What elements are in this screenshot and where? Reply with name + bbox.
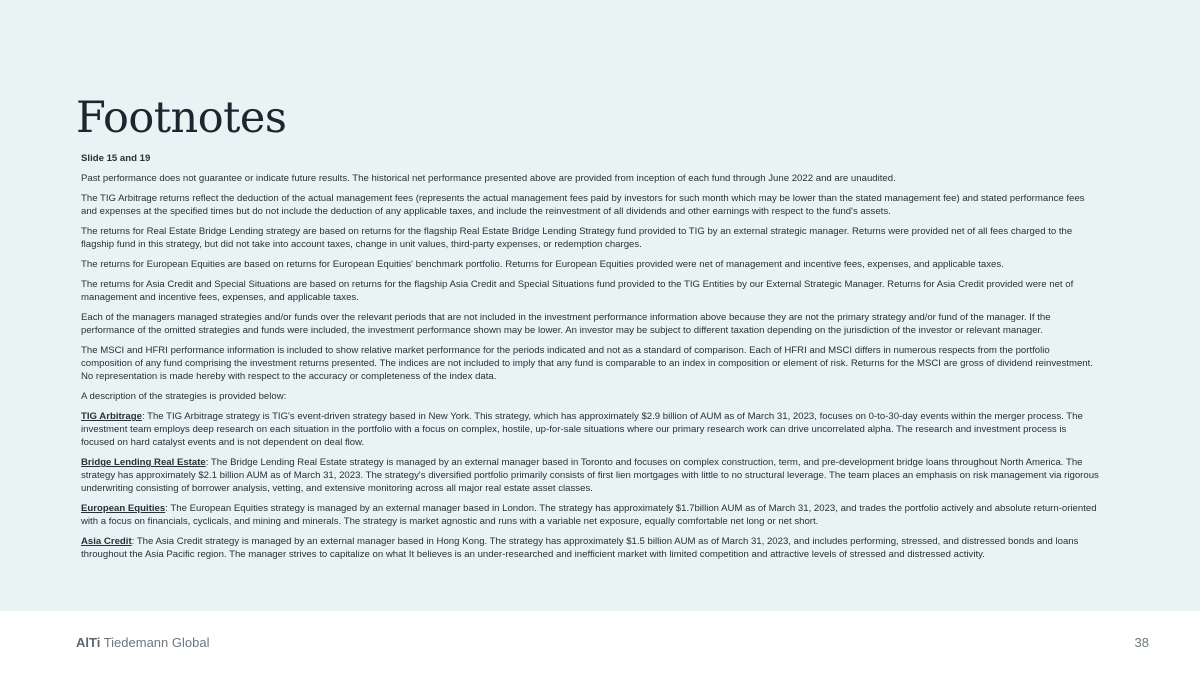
strategy-term: Bridge Lending Real Estate: [81, 457, 206, 469]
strategy-term: TIG Arbitrage: [81, 411, 142, 423]
paragraph: The MSCI and HFRI performance information is included to show relative market performance for the periods indicated and not as a standard of comparison. Each of HFRI and MSCI differs in numerous respects from the portfolio composition of any fund comprising the investment returns presented. The indices are not included to imply that any fund is comparable to an index in composition or element of risk. Returns for the MSCI are gross of dividend reinvestment. No representation is made hereby with respect to the accuracy or completeness of the index data.: [81, 345, 1093, 383]
brand-mark: AlTi: [76, 635, 101, 650]
section-heading: Slide 15 and 19: [81, 153, 151, 164]
brand-name: Tiedemann Global: [100, 635, 210, 650]
paragraph: The returns for Real Estate Bridge Lending strategy are based on returns for the flagship Real Estate Bridge Lending Strategy fund provided to TIG by an external strategic manager. Returns were provided net of all fees charged to the flagship fund in this strategy, but did not take into account taxes, change in unit values, third-party expenses, or redemption charges.: [81, 226, 1073, 251]
page-number: 38: [1134, 635, 1149, 650]
paragraph: The TIG Arbitrage returns reflect the deduction of the actual management fees (represents the actual management fees paid by investors for such month which may be lower than the stated management fee) and stated performance fees and expenses at the specified times but do not include the deduction of any applicable taxes, and include the reinvestment of all dividends and other earnings with respect to the fund's assets.: [81, 193, 1085, 218]
strategy-term: Asia Credit: [81, 536, 132, 548]
paragraph: The returns for Asia Credit and Special Situations are based on returns for the flagship Asia Credit and Special Situations fund provided to the TIG Entities by our External Strategic Manager. Returns for Asia Credit provided were net of management and incentive fees, expenses, and applicable taxes.: [81, 279, 1074, 304]
paragraph: A description of the strategies is provided below:: [81, 391, 287, 403]
paragraph: Past performance does not guarantee or indicate future results. The historical net performance presented above are provided from inception of each fund through June 2022 and are unaudited.: [81, 173, 896, 185]
strategy-text: : The European Equities strategy is managed by an external manager based in London. The strategy has approximately $1.7billion AUM as of March 31, 2023, and trades the portfolio actively and absolute return-oriented with a focus on financials, cyclicals, and mining and minerals. The strategy is market agnostic and runs with a variable net exposure, equally comfortable net long or net short.: [81, 503, 1097, 527]
strategy-description: [81, 536, 1101, 562]
strategy-text: : The TIG Arbitrage strategy is TIG's event-driven strategy based in New York. This strategy, which has approximately $2.9 billion of AUM as of March 31, 2023, focuses on 0-to-30-day events within the merger process. The investment team employs deep research on each situation in the portfolio with a focus on complex, hostile, up-for-sale situations where our primary research work can drive uncorrelated alpha. The research and investment process is focused on hard catalyst events and is not dependent on deal flow.: [81, 411, 1083, 449]
strategy-text: : The Bridge Lending Real Estate strategy is managed by an external manager based in Toronto and focuses on complex construction, term, and pre-development bridge loans throughout North America. The strategy has approximately $2.1 billion AUM as of March 31, 2023. The strategy's diversified portfolio primarily consists of first lien mortgages with little to no structural leverage. The team places an emphasis on risk management via rigorous underwriting consisting of borrower analysis, vetting, and extensive monitoring across all major real estate asset classes.: [81, 457, 1099, 494]
footer-brand: [76, 635, 209, 650]
strategy-description: [81, 503, 1101, 529]
paragraph: Each of the managers managed strategies and/or funds over the relevant periods that are not included in the investment performance information above because they are not the primary strategy and/or fund of the manager. If the performance of the omitted strategies and funds were included, the investment performance shown may be lower. An investor may be subject to different taxation depending on the jurisdiction of the investor or relevant manager.: [81, 312, 1051, 337]
strategy-description: [81, 411, 1101, 450]
strategy-text: : The Asia Credit strategy is managed by an external manager based in Hong Kong. The strategy has approximately $1.5 billion AUM as of March 31, 2023, and includes performing, stressed, and distressed bonds and loans throughout the Asia Pacific region. The manager strives to capitalize on what It believes is an under-researched and inefficient market with limited competition and attractive levels of stressed and distressed activity.: [81, 536, 1079, 560]
paragraph: The returns for European Equities are based on returns for European Equities' benchmark portfolio. Returns for European Equities provided were net of management and incentive fees, expenses, and applicable taxes.: [81, 259, 1004, 271]
strategy-description: [81, 457, 1101, 496]
strategy-term: European Equities: [81, 503, 166, 515]
footnotes-body: [81, 153, 1101, 569]
page-title: Footnotes: [76, 93, 287, 143]
